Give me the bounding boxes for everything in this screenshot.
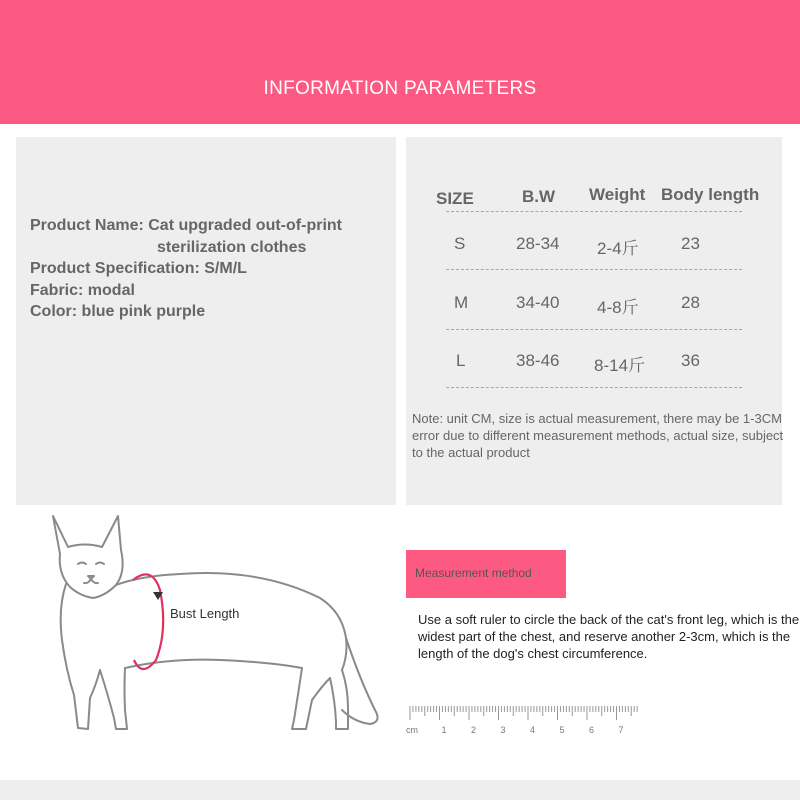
cell-bw: 28-34 [516, 234, 560, 253]
cell-weight: 2-4斤 [597, 239, 639, 258]
bottom-strip [0, 780, 800, 800]
cell-weight: 8-14斤 [594, 356, 646, 375]
ruler-number: 3 [500, 725, 506, 735]
product-info-panel [16, 137, 396, 505]
row-divider [446, 211, 742, 212]
row-divider [446, 329, 742, 330]
measurement-method-badge [406, 550, 566, 598]
bust-length-label: Bust Length [170, 606, 240, 621]
ruler-illustration [404, 704, 644, 738]
measurement-instructions: Use a soft ruler to circle the back of the cat's front leg, which is the widest part of the chest, and reserve another 2-3cm, which is the length of the dog's chest circumference. [418, 612, 800, 661]
cell-bw: 34-40 [516, 293, 560, 312]
measurement-method-title: Measurement method [415, 566, 532, 580]
header-weight: Weight [589, 185, 646, 204]
product-specification: Product Specification: S/M/L [30, 260, 247, 277]
product-name: Product Name: Cat upgraded out-of-print [30, 217, 342, 234]
product-color: Color: blue pink purple [30, 303, 206, 320]
cat-outline-illustration [30, 510, 400, 740]
ruler-number: 6 [589, 725, 595, 735]
cell-body-length: 23 [681, 234, 700, 253]
size-table-panel [406, 137, 782, 505]
cell-body-length: 28 [681, 293, 700, 312]
ruler-number: 1 [441, 725, 447, 735]
product-name-continued: sterilization clothes [157, 238, 307, 256]
cell-size: M [454, 293, 469, 312]
ruler-number: 5 [559, 725, 565, 735]
ruler-number: 7 [618, 725, 624, 735]
product-fabric: Fabric: modal [30, 281, 135, 299]
cell-weight: 4-8斤 [597, 298, 639, 317]
size-note: Note: unit CM, size is actual measurement, there may be 1-3CM error due to different measurement methods, actual size, subject to the actual product [412, 411, 784, 460]
cell-size: L [456, 351, 466, 370]
header-bw: B.W [522, 187, 556, 206]
ruler-number: 4 [530, 725, 536, 735]
row-divider [446, 269, 742, 270]
cell-body-length: 36 [681, 351, 700, 370]
ruler-unit-label: cm [406, 725, 418, 735]
header-banner [0, 0, 800, 124]
page-title: INFORMATION PARAMETERS [263, 78, 537, 99]
size-table [406, 137, 782, 437]
cell-size: S [454, 234, 466, 253]
cell-bw: 38-46 [516, 351, 560, 370]
header-body-length: Body length [661, 185, 760, 204]
header-size: SIZE [436, 189, 474, 208]
product-specs [30, 215, 390, 323]
row-divider [446, 387, 742, 388]
ruler-number: 2 [471, 725, 477, 735]
